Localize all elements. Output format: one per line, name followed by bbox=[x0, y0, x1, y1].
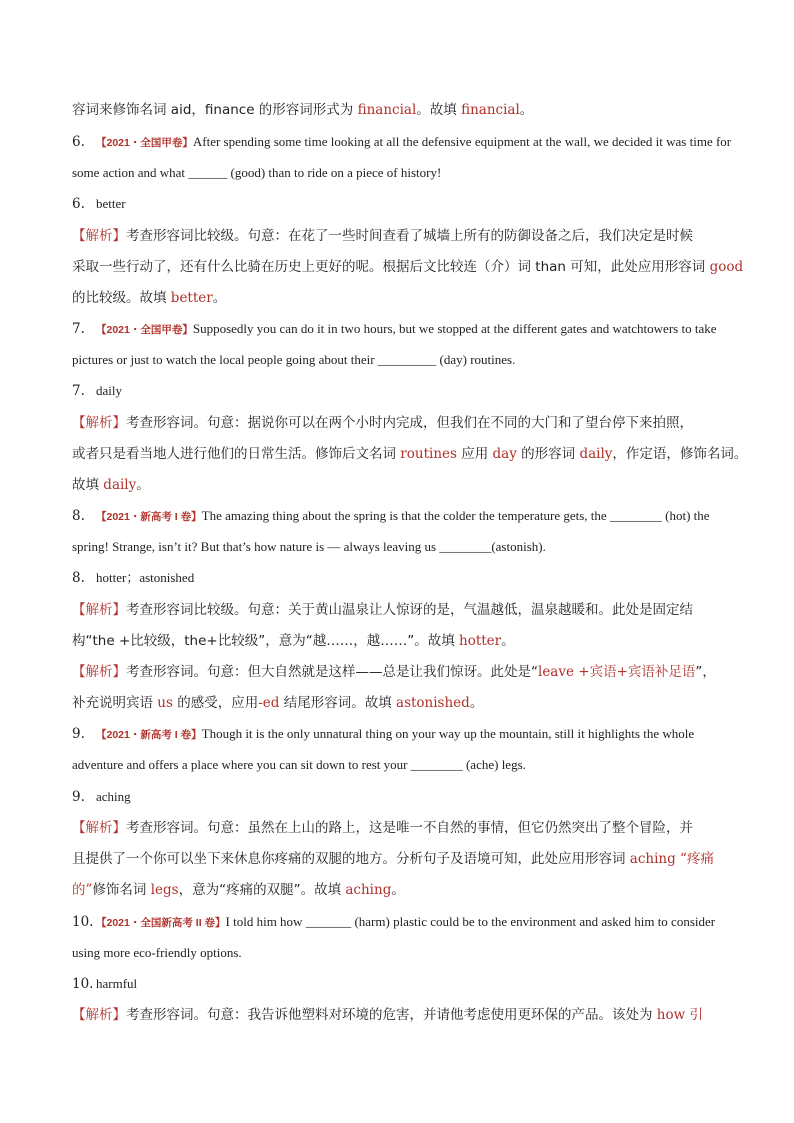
text-run: spring! Strange, isn’t it? But that’s how nature is — always leaving us ________(astonish). bbox=[72, 539, 546, 554]
text-line bbox=[72, 194, 722, 214]
text-run: 考查形容词比较级。句意：在花了一些时间查看了城墙上所有的防御设备之后，我们决定是时候 bbox=[126, 228, 693, 244]
source-tag: 【2021・全国新高考 II 卷】 bbox=[96, 917, 226, 929]
text-line bbox=[72, 413, 722, 433]
text-line bbox=[72, 226, 722, 246]
text-line bbox=[72, 537, 722, 557]
text-run: 考查形容词比较级。句意：关于黄山温泉让人惊讶的是，气温越低，温泉越暖和。此处是固定结 bbox=[126, 602, 693, 618]
text-run: 且提供了一个你可以坐下来休息你疼痛的双腿的地方。分析句子及语境可知，此处应用形容词 bbox=[72, 851, 630, 867]
text-run: 考查形容词。句意：但大自然就是这样——总是让我们惊讶。此处是“ bbox=[126, 664, 538, 680]
text-run: pictures or just to watch the local people going about their _________ (day) routines. bbox=[72, 352, 516, 367]
text-run: 容词来修饰名词 aid，finance 的形容词形式为 bbox=[72, 102, 358, 118]
text-line bbox=[72, 444, 748, 464]
highlighted-text: 的” bbox=[72, 882, 93, 898]
text-run: ，作定语，修饰名词。 bbox=[612, 446, 748, 462]
source-tag: 【2021・新高考 I 卷】 bbox=[96, 729, 202, 741]
question-number: 9. bbox=[72, 789, 85, 805]
highlighted-text: day bbox=[492, 446, 517, 462]
text-line bbox=[72, 350, 722, 370]
question-number: 10. bbox=[72, 976, 94, 992]
text-run: 结尾形容词。故填 bbox=[279, 695, 397, 711]
text-run: 采取一些行动了，还有什么比骑在历史上更好的呢。根据后文比较连（介）词 than 可知，此处应用形容词 bbox=[72, 259, 710, 275]
text-line bbox=[72, 724, 722, 745]
text-run: 考查形容词。句意：我告诉他塑料对环境的危害，并请他考虑使用更环保的产品。该处为 bbox=[126, 1007, 657, 1023]
analysis-label: 【解析】 bbox=[72, 602, 126, 618]
text-run: 构“the +比较级，the+比较级”，意为“越……，越……”。故填 bbox=[72, 633, 459, 649]
highlighted-text: good bbox=[709, 259, 744, 275]
text-run: 的形容词 bbox=[516, 446, 580, 462]
text-run: hotter；astonished bbox=[96, 570, 195, 585]
text-line bbox=[72, 600, 722, 620]
text-run: aching bbox=[96, 789, 131, 804]
text-run: ，意为“疼痛的双腿”。故填 bbox=[178, 882, 346, 898]
text-line bbox=[72, 849, 722, 869]
text-line bbox=[72, 100, 722, 120]
text-run: 考查形容词。句意：虽然在上山的路上，这是唯一不自然的事情，但它仍然突出了整个冒险，并 bbox=[126, 820, 693, 836]
text-run: 。 bbox=[391, 882, 405, 898]
analysis-label: 【解析】 bbox=[72, 1007, 126, 1023]
text-run: Supposedly you can do it in two hours, but we stopped at the different gates and watchtowers to take bbox=[192, 321, 717, 336]
highlighted-text: leave +宾语+宾语补足语 bbox=[538, 664, 696, 680]
text-run: 修饰名词 bbox=[92, 882, 151, 898]
question-number: 8. bbox=[72, 570, 85, 586]
text-line bbox=[72, 506, 722, 527]
question-number: 7. bbox=[72, 321, 85, 337]
text-line bbox=[72, 662, 722, 682]
highlighted-text: routines bbox=[400, 446, 457, 462]
text-run: 应用 bbox=[456, 446, 493, 462]
source-tag: 【2021・新高考 I 卷】 bbox=[96, 511, 202, 523]
text-run: 或者只是看当地人进行他们的日常生活。修饰后文名词 bbox=[72, 446, 401, 462]
question-number: 6. bbox=[72, 196, 85, 212]
text-run: After spending some time looking at all the defensive equipment at the wall, we decided it was time for bbox=[192, 134, 732, 149]
question-number: 8. bbox=[72, 508, 85, 524]
source-tag: 【2021・全国甲卷】 bbox=[96, 137, 193, 149]
text-line bbox=[72, 943, 722, 963]
text-run: 的感受，应用 bbox=[172, 695, 259, 711]
text-run: 。 bbox=[519, 102, 534, 118]
text-run: 。 bbox=[501, 633, 515, 649]
text-line bbox=[72, 818, 722, 838]
analysis-label: 【解析】 bbox=[72, 820, 126, 836]
text-line bbox=[72, 319, 722, 340]
question-number: 6. bbox=[72, 134, 85, 150]
text-run: 考查形容词。句意：据说你可以在两个小时内完成，但我们在不同的大门和了望台停下来拍照， bbox=[126, 415, 693, 431]
highlighted-text: -ed bbox=[258, 695, 280, 711]
text-run: 。 bbox=[469, 695, 484, 711]
text-run: daily bbox=[96, 383, 122, 398]
text-run: 。 bbox=[136, 477, 150, 493]
highlighted-text: aching bbox=[629, 851, 676, 867]
highlighted-text: hotter bbox=[459, 633, 502, 649]
text-run: 。故填 bbox=[416, 102, 462, 118]
text-run: I told him how _______ (harm) plastic could be to the environment and asked him to consider bbox=[225, 914, 716, 929]
text-line bbox=[72, 1005, 722, 1025]
text-line bbox=[72, 381, 722, 401]
text-line bbox=[72, 163, 722, 183]
highlighted-text: financial bbox=[357, 102, 417, 118]
text-run: better bbox=[96, 196, 126, 211]
text-line bbox=[72, 755, 722, 775]
analysis-label: 【解析】 bbox=[72, 415, 126, 431]
text-line bbox=[72, 974, 722, 994]
highlighted-text: daily bbox=[103, 477, 137, 493]
text-run: 故填 bbox=[72, 477, 104, 493]
highlighted-text: financial bbox=[461, 102, 520, 118]
text-line bbox=[72, 475, 722, 495]
text-run: ”， bbox=[695, 664, 716, 680]
text-line bbox=[72, 631, 722, 651]
highlighted-text: “疼痛 bbox=[675, 851, 714, 867]
highlighted-text: us bbox=[157, 695, 173, 711]
text-line bbox=[72, 568, 722, 588]
text-line bbox=[72, 693, 722, 713]
text-run: 。 bbox=[212, 290, 227, 306]
text-run: using more eco-friendly options. bbox=[72, 945, 242, 960]
text-line bbox=[72, 257, 744, 277]
text-run: Though it is the only unnatural thing on your way up the mountain, still it highlights the whole bbox=[201, 726, 695, 741]
text-line bbox=[72, 787, 722, 807]
question-number: 9. bbox=[72, 726, 85, 742]
highlighted-text: legs bbox=[150, 882, 179, 898]
text-line bbox=[72, 288, 722, 308]
question-number: 10. bbox=[72, 914, 94, 930]
text-run: 补充说明宾语 bbox=[72, 695, 158, 711]
text-run: some action and what ______ (good) than to ride on a piece of history! bbox=[72, 165, 442, 180]
text-run: The amazing thing about the spring is that the colder the temperature gets, the ________ (hot) the bbox=[201, 508, 710, 523]
highlighted-text: how 引 bbox=[656, 1007, 703, 1023]
text-run: harmful bbox=[96, 976, 138, 991]
highlighted-text: daily bbox=[579, 446, 613, 462]
highlighted-text: aching bbox=[345, 882, 392, 898]
text-run: adventure and offers a place where you can sit down to rest your ________ (ache) legs. bbox=[72, 757, 526, 772]
highlighted-text: better bbox=[170, 290, 213, 306]
source-tag: 【2021・全国甲卷】 bbox=[96, 324, 193, 336]
analysis-label: 【解析】 bbox=[72, 228, 126, 244]
question-number: 7. bbox=[72, 383, 85, 399]
analysis-label: 【解析】 bbox=[72, 664, 126, 680]
text-line bbox=[72, 880, 722, 900]
text-line bbox=[72, 912, 722, 933]
highlighted-text: astonished bbox=[396, 695, 470, 711]
text-line bbox=[72, 132, 732, 153]
text-run: 的比较级。故填 bbox=[72, 290, 171, 306]
